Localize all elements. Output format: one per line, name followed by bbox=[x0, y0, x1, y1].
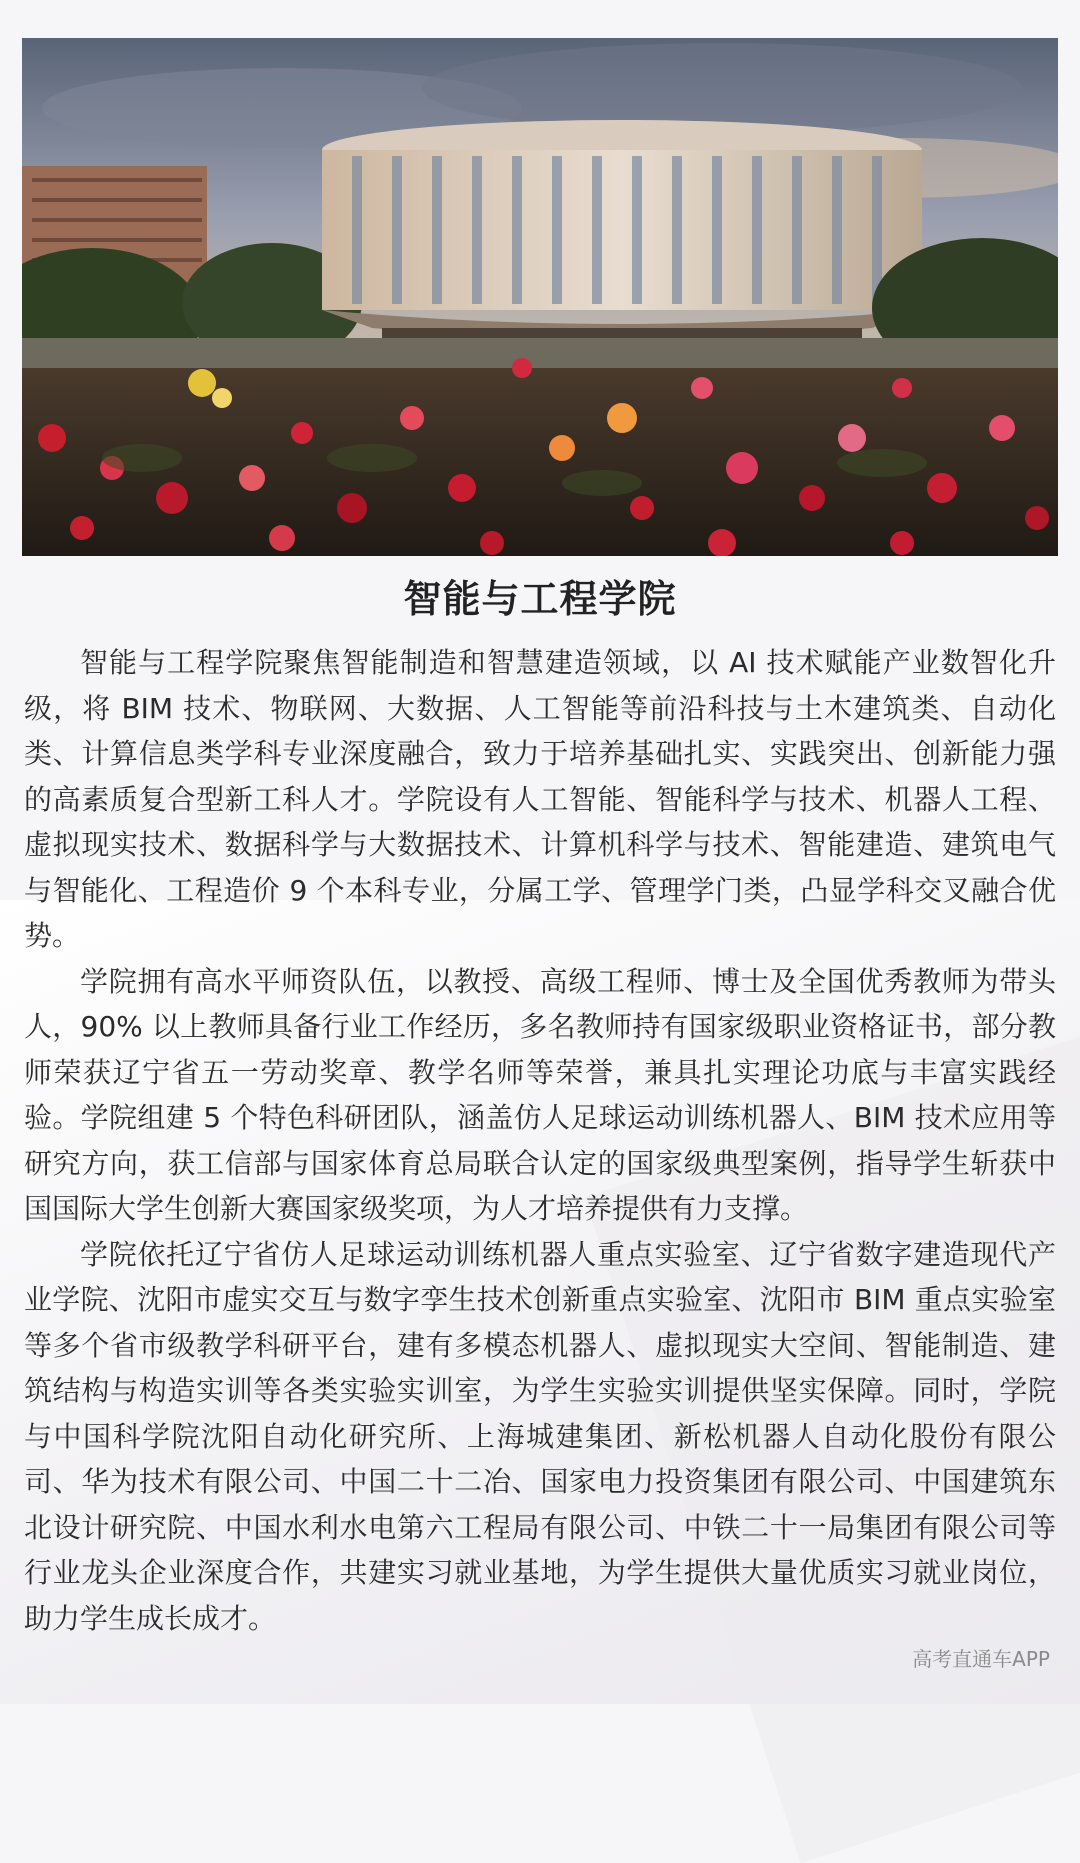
paragraph-3: 学院依托辽宁省仿人足球运动训练机器人重点实验室、辽宁省数字建造现代产业学院、沈阳市虚实交互与数字孪生技术创新重点实验室、沈阳市 BIM 重点实验室等多个省市级教学科研平台，建有多模态机器人、虚拟现实大空间、智能制造、建筑结构与构造实训等各类实验实训室，为学生实验实训提供坚实保障。同时，学院与中国科学院沈阳自动化研究所、上海城建集团、新松机器人自动化股份有限公司、华为技术有限公司、中国二十二冶、国家电力投资集团有限公司、中国建筑东北设计研究院、中国水利水电第六工程局有限公司、中铁二十一局集团有限公司等行业龙头企业深度合作，共建实习就业基地，为学生提供大量优质实习就业岗位，助力学生成长成才。 bbox=[24, 1237, 1056, 1635]
paragraph-2: 学院拥有高水平师资队伍，以教授、高级工程师、博士及全国优秀教师为带头人，90% 以上教师具备行业工作经历，多名教师持有国家级职业资格证书，部分教师荣获辽宁省五一劳动奖章、教学名师等荣誉，兼具扎实理论功底与丰富实践经验。学院组建 5 个特色科研团队，涵盖仿人足球运动训练机器人、BIM 技术应用等研究方向，获工信部与国家体育总局联合认定的国家级典型案例，指导学生斩获中国国际大学生创新大赛国家级奖项，为人才培养提供有力支撑。 bbox=[24, 964, 1056, 1225]
watermark: 高考直通车APP bbox=[912, 1647, 1050, 1671]
campus-photo bbox=[22, 38, 1058, 556]
page-title: 智能与工程学院 bbox=[403, 577, 677, 621]
article-body bbox=[24, 640, 1056, 1641]
paragraph-1: 智能与工程学院聚焦智能制造和智慧建造领域，以 AI 技术赋能产业数智化升级，将 BIM 技术、物联网、大数据、人工智能等前沿科技与土木建筑类、自动化类、计算信息类学科专业深度融合，致力于培养基础扎实、实践突出、创新能力强的高素质复合型新工科人才。学院设有人工智能、智能科学与技术、机器人工程、虚拟现实技术、数据科学与大数据技术、计算机科学与技术、智能建造、建筑电气与智能化、工程造价 9 个本科专业，分属工学、管理学门类，凸显学科交叉融合优势。 bbox=[24, 646, 1056, 952]
